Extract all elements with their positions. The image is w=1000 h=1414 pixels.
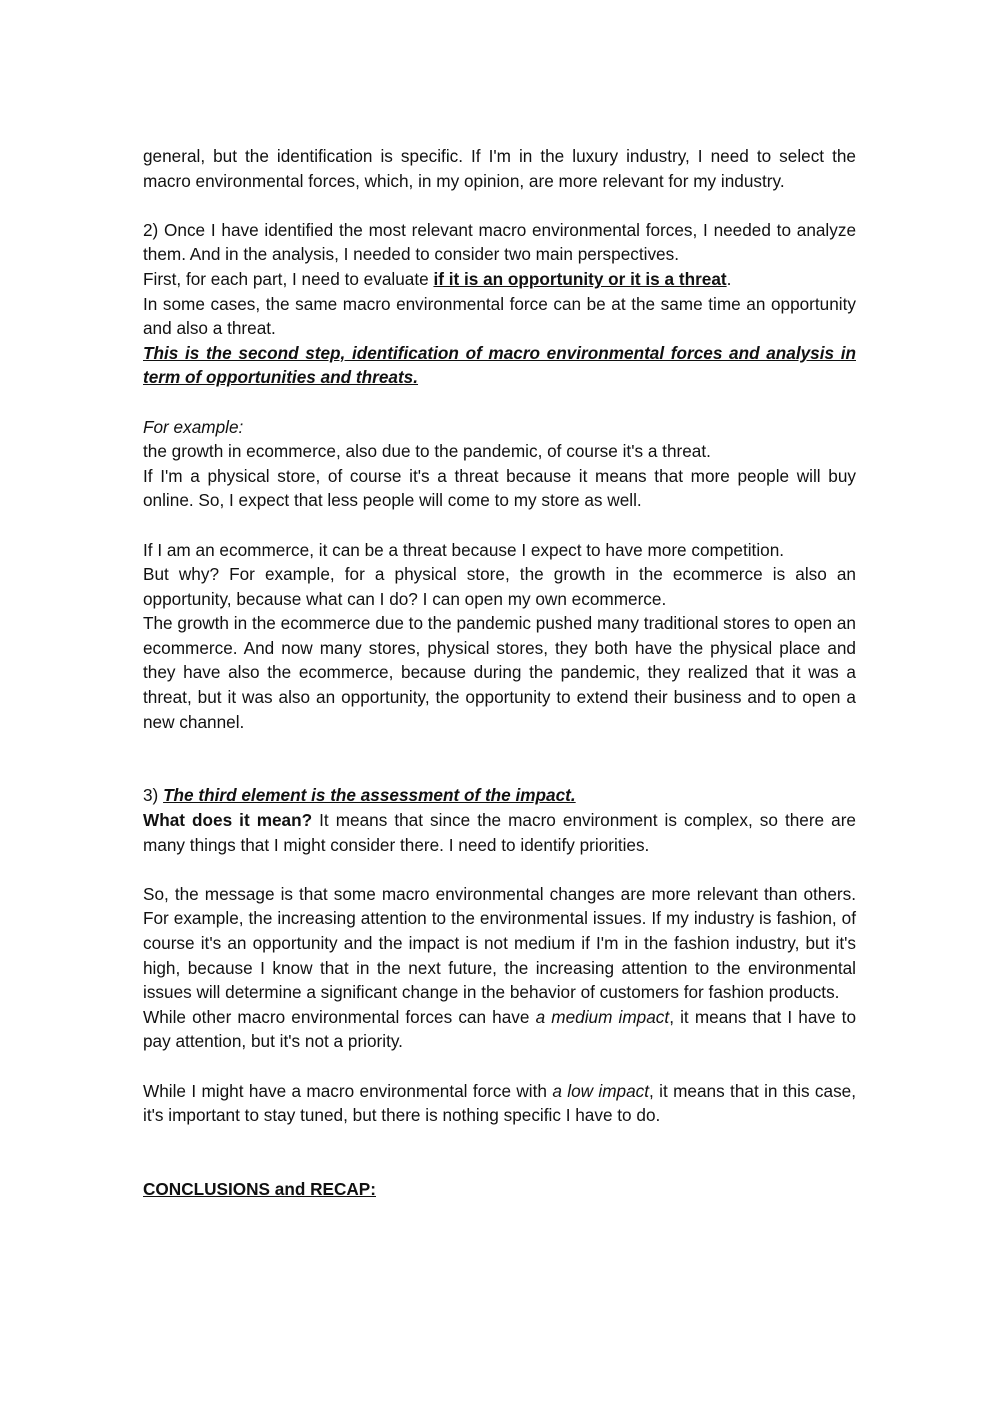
paragraph-low-impact	[143, 1079, 856, 1128]
document-page	[143, 144, 856, 1202]
emphasis-third-element: The third element is the assessment of the impact.	[163, 785, 576, 806]
spacer	[143, 1054, 856, 1079]
paragraph-message: So, the message is that some macro environmental changes are more relevant than others. For example, the increasing attention to the environmental issues. If my industry is fashion, of course it's an opportunity and the impact is not medium if I'm in the fashion industry, but it's high, because I know that in the next future, the increasing attention to the environmental issues will determine a significant change in the behavior of customers for fashion products.	[143, 883, 856, 1003]
paragraph-ecommerce-threat: If I am an ecommerce, it can be a threat because I expect to have more competition.	[143, 539, 785, 560]
text-run: While I might have a macro environmental force with	[143, 1080, 553, 1101]
spacer	[143, 193, 856, 218]
spacer	[143, 390, 856, 415]
emphasis-opportunity-threat: if it is an opportunity or it is a threat	[433, 268, 727, 289]
text-run: While other macro environmental forces can have	[143, 1006, 536, 1027]
spacer	[143, 513, 856, 538]
paragraph-pandemic-stores: The growth in the ecommerce due to the pandemic pushed many traditional stores to open an ecommerce. And now many stores, physical stores, they both have the physical place and they have also the ecommerce, because during the pandemic, they realized that it was a threat, but it was also an opportunity, the opportunity to extend their business and to open a new channel.	[143, 613, 856, 732]
paragraph-evaluate	[143, 267, 856, 292]
emphasis-low-impact: a low impact	[552, 1080, 650, 1101]
text-run: It means that since the macro environment is complex, so there are many things that I might consider there. I need to identify priorities.	[143, 810, 856, 855]
paragraph-step-3	[143, 783, 856, 808]
paragraph-physical-store: If I'm a physical store, of course it's a threat because it means that more people will buy online. So, I expect that less people will come to my store as well.	[143, 465, 856, 511]
paragraph-second-step-summary: This is the second step, identification of macro environmental forces and analysis in term of opportunities and threats.	[143, 342, 856, 388]
list-number: 3)	[143, 785, 164, 806]
section-heading-conclusions: CONCLUSIONS and RECAP:	[143, 1178, 376, 1199]
text-run: .	[726, 268, 732, 289]
paragraph-but-why: But why? For example, for a physical store, the growth in the ecommerce is also an opportunity, because what can I do? I can open my own ecommerce.	[143, 564, 856, 609]
emphasis-medium-impact: a medium impact	[535, 1006, 670, 1027]
text-run: , it means that I have to pay attention, but it's not a priority.	[143, 1006, 856, 1052]
text-run: First, for each part, I need to evaluate	[143, 268, 434, 289]
spacer	[143, 857, 856, 882]
spacer	[143, 1128, 856, 1177]
paragraph-identification: general, but the identification is specific. If I'm in the luxury industry, I need to select the macro environmental forces, which, in my opinion, are more relevant for my industry.	[143, 146, 856, 191]
spacer	[143, 734, 856, 783]
text-run: , it means that in this case, it's important to stay tuned, but there is nothing specific I have to do.	[143, 1080, 856, 1126]
bold-question: What does it mean?	[143, 810, 313, 831]
paragraph-same-force: In some cases, the same macro environmental force can be at the same time an opportunity and also a threat.	[143, 293, 856, 339]
paragraph-ecommerce-growth: the growth in ecommerce, also due to the pandemic, of course it's a threat.	[143, 441, 711, 462]
paragraph-for-example: For example:	[143, 416, 244, 437]
paragraph-what-does-it-mean	[143, 808, 856, 857]
paragraph-medium-impact	[143, 1005, 856, 1054]
paragraph-step-2: 2) Once I have identified the most relevant macro environmental forces, I needed to analyze them. And in the analysis, I needed to consider two main perspectives.	[143, 219, 856, 265]
